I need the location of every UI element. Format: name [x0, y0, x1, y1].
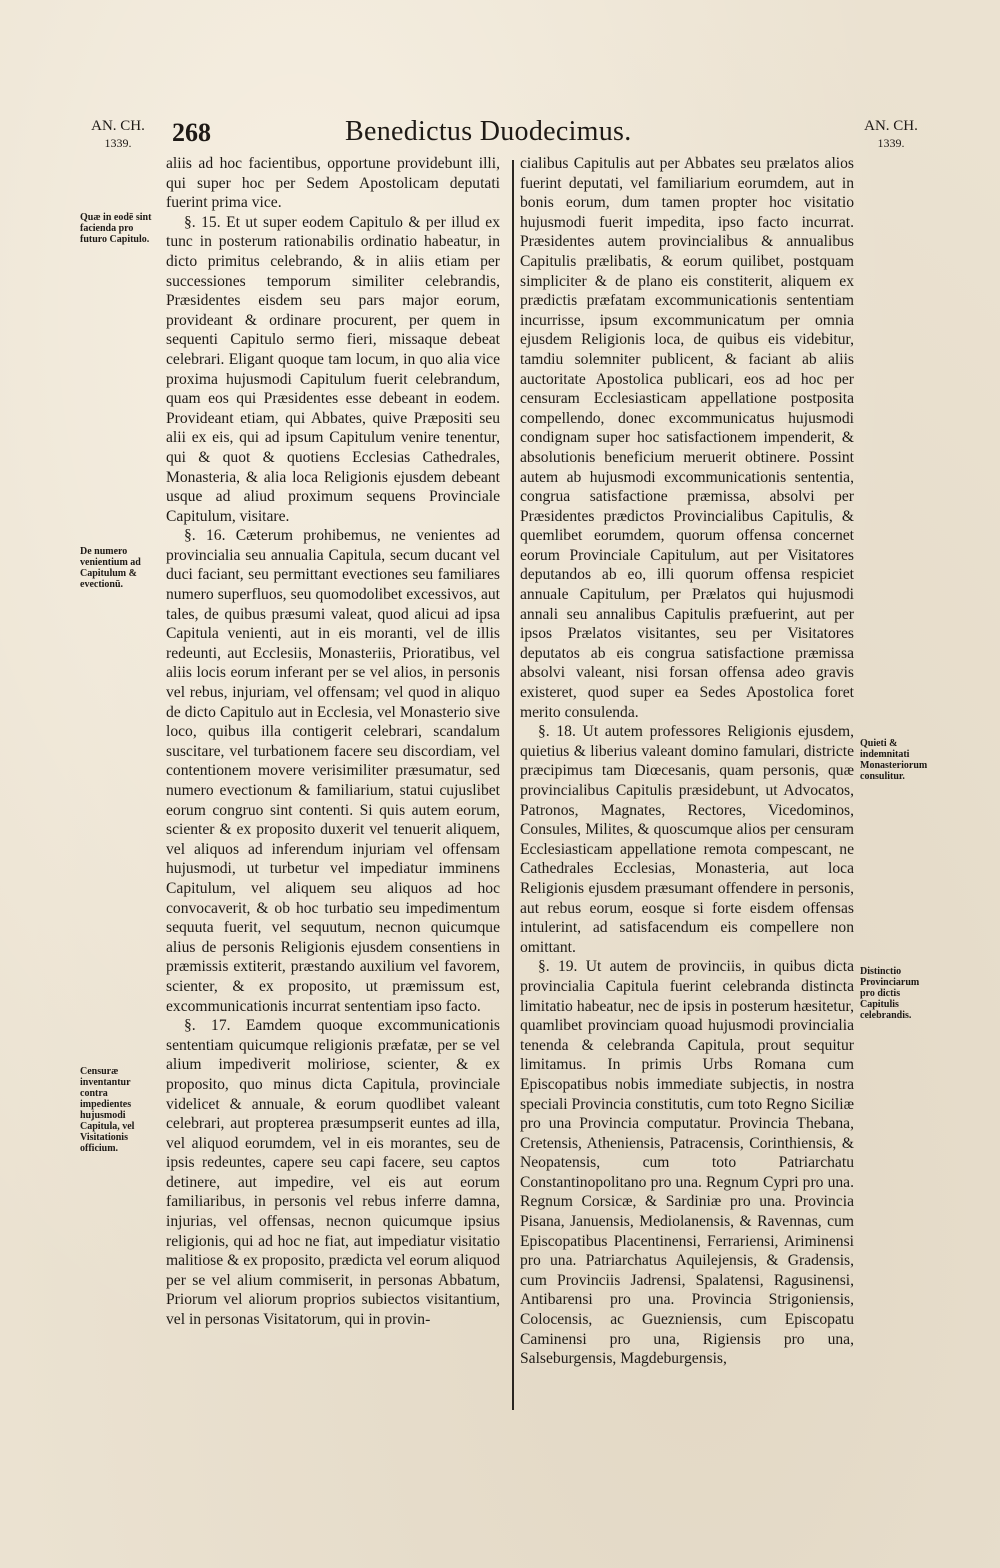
- margin-note: Quieti & indemnitati Monasteriorum consulitur.: [860, 738, 928, 782]
- left-column: [166, 154, 500, 1330]
- section-18: §. 18. Ut autem professores Religionis ejusdem, quietius & liberius valeant domino famulari, districte præcipimus tam Diœcesanis, quam personis, quæ provincialibus Capitulis præsidebunt, ut Advocatos, Patronos, Magnates, Rectores, Vicedominos, Consules, Milites, & quoscumque alios per censuram Ecclesiasticam appellatione remota compescant, ne Cathedrales Ecclesias, Monasteria, aut loca Religionis ejusdem præsumant offendere in personis, aut rebus eorum, eosque si forte eisdem offensas intulerint, ad satisfacendum eis compellere non omittant.: [520, 723, 854, 956]
- page-number: 268: [172, 118, 211, 147]
- section-15: §. 15. Et ut super eodem Capitulo & per illud ex tunc in posterum rationabilis ordinatio habeatur, in dicto primitus celebrando, & in aliis etiam per successiones temporum similiter celebrandis, Præsidentes eisdem seu pars major eorum, provideant & ordinare procurent, per quem in sequenti Capitulo sermo fieri, missaque debeat celebrari. Eligant quoque tam locum, in quo alia vice proxima hujusmodi Capitulum fuerit celebrandum, quam eos qui Præsidentes esse debeant in eodem. Provideant etiam, qui Abbates, quive Præpositi seu alii ex eis, qui ad ipsum Capitulum venire tenentur, qui & quot & quotiens Ecclesias Cathedrales, Monasteria, & alia loca Religionis ejusdem debeant usque ad aliud proximum sequens Provinciale Capitulum, visitare.: [166, 213, 500, 525]
- margin-note: Distinctio Provinciarum pro dictis Capitulis celebrandis.: [860, 966, 920, 1021]
- paragraph: aliis ad hoc facientibus, opportune providebunt illi, qui super hoc per Sedem Apostolicam deputati fuerint prima vice.: [166, 155, 500, 212]
- right-column: [520, 154, 854, 1369]
- margin-note: De numero venientium ad Capitulum & evectionū.: [80, 546, 141, 590]
- section-17: §. 17. Eamdem quoque excommunicationis sententiam quicumque religionis præfatæ, per se vel alium impediverit moliriose, scienter, & ex proposito, quo minus dicta Capitula, provinciale videlicet & annuale, & eorum quodlibet valeant celebrari, aut propterea præsumpserit euntes ad illa, vel aliquod eorumdem, vel in eis morantes, seu de ipsis redeuntes, capere seu capi facere, seu captos detinere, aut impedire, vel eis aut eorum familiaribus, in personis vel rebus inferre damna, injurias, vel offensas, necnon quicumque ipsius religionis, qui ad hoc ne fiat, aut impediatur visitatio malitiose & ex proposito, prædicta vel eorum aliquod per se vel alium commiserit, in personas Abbatum, Priorum vel aliorum proprios subiectos visitantium, vel in personas Visitatorum, qui in provin-: [166, 1017, 500, 1329]
- margin-note: Quæ in eodē sint facienda pro futuro Capitulo.: [80, 212, 152, 245]
- page-header: [0, 110, 1000, 150]
- year-marker-right: [858, 118, 924, 152]
- year-label: AN. CH.: [864, 118, 918, 134]
- year-marker-left: [80, 118, 156, 152]
- year-value: 1339.: [877, 136, 905, 150]
- year-label: AN. CH.: [91, 118, 145, 134]
- year-value: 1339.: [104, 136, 132, 150]
- paragraph: cialibus Capitulis aut per Abbates seu prælatos alios fuerint deputati, vel familiarium eorumdem, aut in bonis eorum, dum tamen propter hoc visitatio hujusmodi fuerit impedita, ipso facto incurrat. Præsidentes autem provincialibus & annualibus Capitulis prælibatis, & eorum quilibet, postquam simpliciter & de plano eis constiterit, aliquem ex prædictis præfatam excommunicationis sententiam incurrisse, ipsum excommunicatum per omnia ejusdem Religionis loca, de quibus eis videbitur, tamdiu solemniter publicent, & faciant ab aliis auctoritate Apostolica publicari, eos ad hoc per censuram Ecclesiasticam appellatione postposita compellendo, donec excommunicatus hujusmodi condignam super hoc satisfactionem impenderit, & absolutionis beneficium meruerit obtinere. Possint autem ab hujusmodi excommunicationis sententia, congrua satisfactione præmissa, absolvi per Præsidentes prædictos Provincialibus Capitulis, & quemlibet eorumdem, quorum offensa concernet eorum Provinciale Capitulum, aut per Visitatores deputandos ab eo, illi quorum offensa respiciet annuale Capitulum, per Prælatos qui hujusmodi annali seu annalibus Capitulis præfuerint, aut per ipsos Prælatos visitantes, seu per Visitatores deputatos ab eis congrua satisfactione præmissa absolvi valeant, nisi forsan offensa adeo gravis existeret, quod super ea Sedes Apostolica foret merito consulenda.: [520, 155, 854, 721]
- margin-note: Censuræ inventantur contra impedientes hujusmodi Capitula, vel Visitationis officium.: [80, 1066, 135, 1154]
- section-19: §. 19. Ut autem de provinciis, in quibus dicta provincialia Capitula fuerint celebranda distincta limitatio habeatur, nec de ipsis in posterum hæsitetur, quamlibet provinciam quoad hujusmodi provincialia tenenda & celebranda Capitula, prout sequitur limitamus. In primis Urbs Romana cum Episcopatibus nobis immediate subjectis, in nostra speciali Provincia constitutis, cum toto Regno Siciliæ pro una Provincia computatur. Provincia Thebana, Cretensis, Atheniensis, Patracensis, Corinthiensis, & Neopatensis, cum toto Patriarchatu Constantinopolitano pro una. Regnum Cypri pro una. Regnum Corsicæ, & Sardiniæ pro una. Provincia Pisana, Januensis, Mediolanensis, & Ravennas, cum Episcopatibus Placentinensi, Ferrariensi, Ariminensi pro una. Patriarchatus Aquilejensis, & Gradensis, cum Provinciis Jadrensi, Spalatensi, Ragusinensi, Antibarensi pro una. Provincia Strigoniensis, Colocensis, ac Guezniensis, cum Episcopatu Caminensi pro una, Rigiensis pro una, Salseburgensis, Magdeburgensis,: [520, 958, 854, 1368]
- running-title: Benedictus Duodecimus.: [345, 116, 632, 147]
- column-divider: [512, 160, 514, 1410]
- section-16: §. 16. Cæterum prohibemus, ne venientes ad provincialia seu annualia Capitula, secum ducant vel duci faciant, seu permittant evectiones seu familiares numero superfluos, seu quomodolibet excessivos, aut tales, de quibus præsumi valeat, quod alicui ad ipsa Capitula venienti, aut in eis moranti, vel de illis redeunti, aut Ecclesiis, Monasteriis, Prioratibus, vel aliis locis eorum inferant per se vel alios, in personis vel rebus, injuriam, vel offensam; vel quod in aliquo de dicto Capitulo aut in Ecclesia, vel Monasterio sive loco, quibus illa contigerit celebrari, scandalum suscitare, vel turbationem facere seu discordiam, vel contentionem movere verisimiliter præsumatur, sed numero evectionum & familiarium, statui cujuslibet eorum congruo sint contenti. Si quis autem eorum, scienter & ex proposito duxerit vel tenuerit aliquem, vel aliquos ad inferendum injuriam vel offensam hujusmodi, ut turbetur vel impediatur imminens Capitulum, vel aliquem seu aliquos ad hoc convocaverit, & ob hoc turbatio seu impedimentum sequuta fuerit, vel sequutum, necnon quicumque alius de personis Religionis ejusdem consentiens in præmissis extiterit, præstando auxilium vel favorem, scienter, & ex proposito, ut præmissum est, excommunicationis incurrat sententiam ipso facto.: [166, 527, 500, 1015]
